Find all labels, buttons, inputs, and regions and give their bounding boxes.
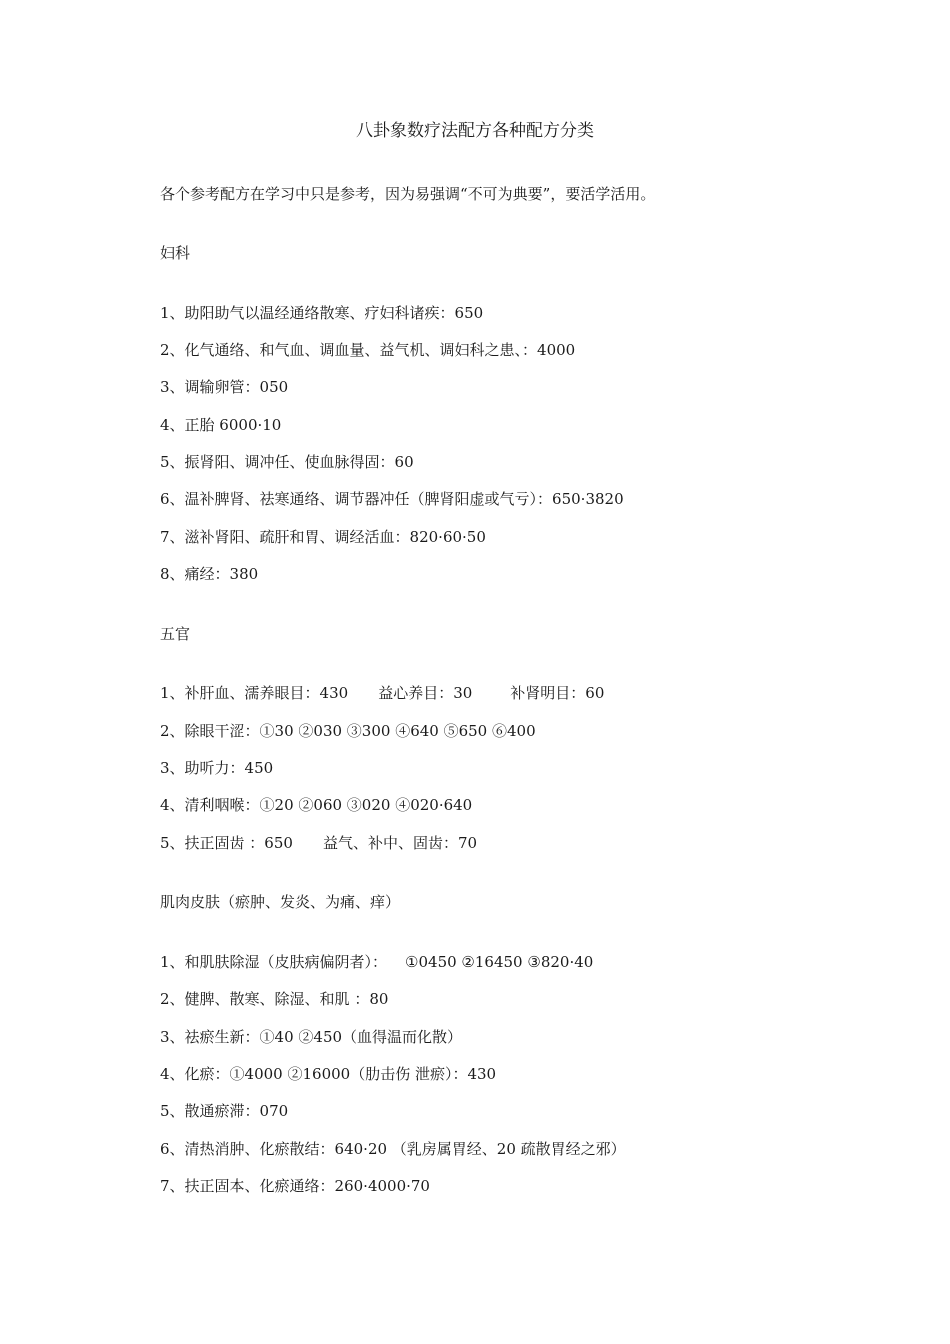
list-item-main: 1、补肝血、濡养眼目：430 bbox=[160, 684, 349, 702]
section-heading-facial-features: 五官 bbox=[160, 625, 191, 643]
list-item bbox=[160, 682, 604, 704]
list-item: 4、化瘀：①4000 ②16000（肋击伤 泄瘀）：430 bbox=[160, 1065, 497, 1083]
list-item: 4、清利咽喉：①20 ②060 ③020 ④020·640 bbox=[160, 796, 473, 814]
list-item-extra: 益心养目：30 bbox=[378, 684, 473, 702]
list-item: 6、清热消肿、化瘀散结：640·20 （乳房属胃经、20 疏散胃经之邪） bbox=[160, 1140, 626, 1158]
list-item: 3、调输卵管：050 bbox=[160, 378, 289, 396]
list-item: 7、滋补肾阳、疏肝和胃、调经活血：820·60·50 bbox=[160, 528, 486, 546]
list-item-extra: 益气、补中、固齿：70 bbox=[322, 834, 478, 852]
list-item: 3、祛瘀生新：①40 ②450（血得温而化散） bbox=[160, 1028, 463, 1046]
list-item-extra: ①0450 ②16450 ③820·40 bbox=[405, 953, 594, 971]
list-item: 2、化气通络、和气血、调血量、益气机、调妇科之患、：4000 bbox=[160, 341, 576, 359]
list-item: 8、痛经：380 bbox=[160, 565, 259, 583]
list-item bbox=[160, 951, 593, 973]
section-heading-gynecology: 妇科 bbox=[160, 244, 191, 262]
list-item: 3、助听力：450 bbox=[160, 759, 274, 777]
list-item: 7、扶正固本、化瘀通络：260·4000·70 bbox=[160, 1177, 430, 1195]
list-item: 5、散通瘀滞：070 bbox=[160, 1102, 289, 1120]
list-item-main: 1、和肌肤除湿（皮肤病偏阴者）： bbox=[160, 953, 388, 971]
page-title: 八卦象数疗法配方各种配方分类 bbox=[356, 121, 594, 141]
list-item: 6、温补脾肾、祛寒通络、调节器冲任（脾肾阳虚或气亏）：650·3820 bbox=[160, 490, 624, 508]
list-item: 4、正胎 6000·10 bbox=[160, 416, 282, 434]
list-item bbox=[160, 832, 477, 854]
intro-paragraph: 各个参考配方在学习中只是参考，因为易强调“不可为典要”，要活学活用。 bbox=[160, 185, 656, 203]
list-item: 1、助阳助气以温经通络散寒、疗妇科诸疾：650 bbox=[160, 304, 484, 322]
list-item: 2、健脾、散寒、除湿、和肌 ：80 bbox=[160, 990, 389, 1008]
list-item-extra: 补肾明目：60 bbox=[510, 684, 605, 702]
list-item: 5、振肾阳、调冲任、使血脉得固：60 bbox=[160, 453, 414, 471]
list-item-main: 5、扶正固齿 ：650 bbox=[160, 834, 293, 852]
list-item: 2、除眼干涩：①30 ②030 ③300 ④640 ⑤650 ⑥400 bbox=[160, 722, 536, 740]
section-heading-skin-muscle: 肌肉皮肤（瘀肿、发炎、为痛、痒） bbox=[160, 893, 401, 911]
